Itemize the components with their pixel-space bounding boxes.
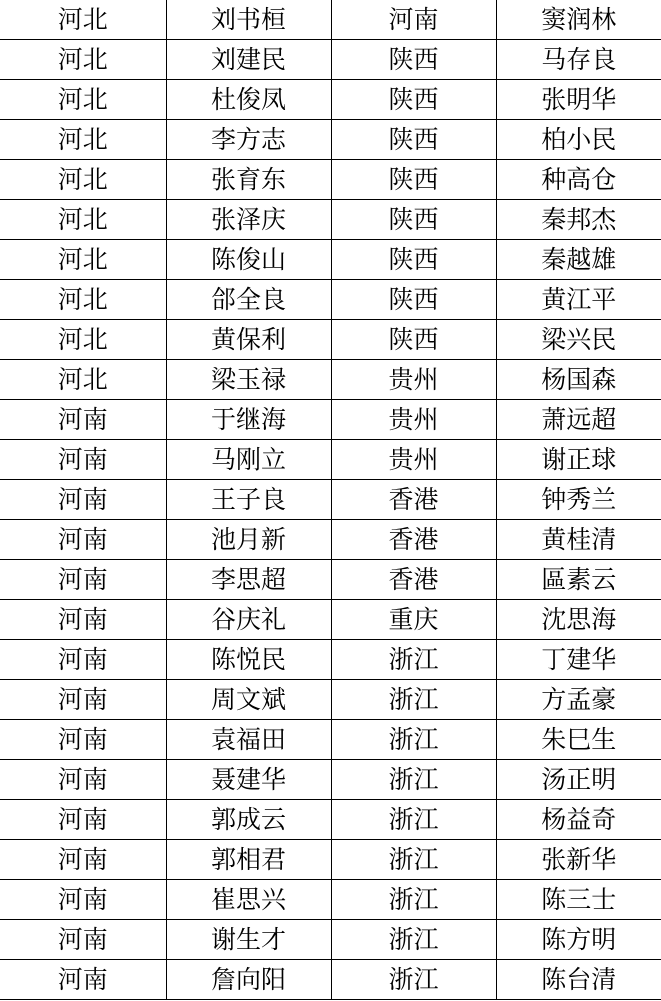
- region-right-cell: 陕西: [331, 40, 496, 80]
- region-left-cell: 河南: [0, 880, 166, 920]
- region-left-cell: 河南: [0, 840, 166, 880]
- region-left-cell: 河北: [0, 40, 166, 80]
- name-left-cell: 池月新: [166, 520, 331, 560]
- region-left-cell: 河南: [0, 680, 166, 720]
- region-right-cell: 香港: [331, 480, 496, 520]
- name-right-cell: 丁建华: [496, 640, 661, 680]
- name-left-cell: 张泽庆: [166, 200, 331, 240]
- region-right-cell: 陕西: [331, 160, 496, 200]
- name-right-cell: 陈三士: [496, 880, 661, 920]
- name-right-cell: 种高仓: [496, 160, 661, 200]
- table-row: [0, 160, 661, 200]
- name-right-cell: 杨益奇: [496, 800, 661, 840]
- region-left-cell: 河南: [0, 400, 166, 440]
- table-row: [0, 880, 661, 920]
- name-left-cell: 刘书桓: [166, 0, 331, 40]
- name-left-cell: 李思超: [166, 560, 331, 600]
- region-left-cell: 河北: [0, 360, 166, 400]
- name-right-cell: 谢正球: [496, 440, 661, 480]
- name-left-cell: 于继海: [166, 400, 331, 440]
- name-left-cell: 李方志: [166, 120, 331, 160]
- table-row: [0, 320, 661, 360]
- table-row: [0, 960, 661, 1000]
- region-right-cell: 贵州: [331, 440, 496, 480]
- table-row: [0, 120, 661, 160]
- name-left-cell: 崔思兴: [166, 880, 331, 920]
- region-left-cell: 河北: [0, 80, 166, 120]
- region-left-cell: 河北: [0, 120, 166, 160]
- table-row: [0, 440, 661, 480]
- name-left-cell: 袁福田: [166, 720, 331, 760]
- name-right-cell: 黄江平: [496, 280, 661, 320]
- name-left-cell: 詹向阳: [166, 960, 331, 1000]
- region-left-cell: 河南: [0, 960, 166, 1000]
- name-right-cell: 秦邦杰: [496, 200, 661, 240]
- table-row: [0, 640, 661, 680]
- name-left-cell: 马刚立: [166, 440, 331, 480]
- region-right-cell: 陕西: [331, 320, 496, 360]
- table-row: [0, 920, 661, 960]
- name-right-cell: 梁兴民: [496, 320, 661, 360]
- region-right-cell: 陕西: [331, 80, 496, 120]
- name-left-cell: 梁玉禄: [166, 360, 331, 400]
- name-right-cell: 窦润林: [496, 0, 661, 40]
- name-left-cell: 刘建民: [166, 40, 331, 80]
- region-right-cell: 浙江: [331, 760, 496, 800]
- region-right-cell: 浙江: [331, 920, 496, 960]
- name-left-cell: 黄保利: [166, 320, 331, 360]
- name-right-cell: 柏小民: [496, 120, 661, 160]
- name-left-cell: 陈悦民: [166, 640, 331, 680]
- table-row: [0, 360, 661, 400]
- table-row: [0, 400, 661, 440]
- region-left-cell: 河北: [0, 280, 166, 320]
- table-row: [0, 560, 661, 600]
- name-right-cell: 张新华: [496, 840, 661, 880]
- name-right-cell: 方孟豪: [496, 680, 661, 720]
- region-left-cell: 河北: [0, 200, 166, 240]
- region-left-cell: 河南: [0, 720, 166, 760]
- name-left-cell: 郭相君: [166, 840, 331, 880]
- table-row: [0, 280, 661, 320]
- table-row: [0, 720, 661, 760]
- region-left-cell: 河南: [0, 600, 166, 640]
- region-right-cell: 浙江: [331, 800, 496, 840]
- region-left-cell: 河南: [0, 560, 166, 600]
- region-left-cell: 河北: [0, 240, 166, 280]
- name-right-cell: 萧远超: [496, 400, 661, 440]
- name-right-cell: 马存良: [496, 40, 661, 80]
- region-left-cell: 河南: [0, 920, 166, 960]
- region-right-cell: 重庆: [331, 600, 496, 640]
- table-row: [0, 40, 661, 80]
- region-left-cell: 河南: [0, 480, 166, 520]
- name-left-cell: 张育东: [166, 160, 331, 200]
- table-row: [0, 840, 661, 880]
- name-left-cell: 陈俊山: [166, 240, 331, 280]
- table-row: [0, 480, 661, 520]
- region-right-cell: 浙江: [331, 640, 496, 680]
- region-right-cell: 浙江: [331, 720, 496, 760]
- name-right-cell: 张明华: [496, 80, 661, 120]
- name-left-cell: 郃全良: [166, 280, 331, 320]
- region-right-cell: 浙江: [331, 880, 496, 920]
- name-left-cell: 周文斌: [166, 680, 331, 720]
- name-left-cell: 谷庆礼: [166, 600, 331, 640]
- region-right-cell: 河南: [331, 0, 496, 40]
- table-row: [0, 200, 661, 240]
- region-right-cell: 浙江: [331, 960, 496, 1000]
- table-row: [0, 520, 661, 560]
- name-right-cell: 黄桂清: [496, 520, 661, 560]
- region-right-cell: 贵州: [331, 400, 496, 440]
- region-left-cell: 河北: [0, 160, 166, 200]
- region-left-cell: 河北: [0, 320, 166, 360]
- table-row: [0, 80, 661, 120]
- name-right-cell: 陈台清: [496, 960, 661, 1000]
- table-row: [0, 240, 661, 280]
- region-right-cell: 贵州: [331, 360, 496, 400]
- region-left-cell: 河南: [0, 440, 166, 480]
- name-left-cell: 杜俊凤: [166, 80, 331, 120]
- table-row: [0, 680, 661, 720]
- region-right-cell: 陕西: [331, 240, 496, 280]
- name-right-cell: 汤正明: [496, 760, 661, 800]
- name-right-cell: 區素云: [496, 560, 661, 600]
- name-left-cell: 聂建华: [166, 760, 331, 800]
- name-left-cell: 谢生才: [166, 920, 331, 960]
- region-right-cell: 陕西: [331, 280, 496, 320]
- table-row: [0, 800, 661, 840]
- name-right-cell: 陈方明: [496, 920, 661, 960]
- name-right-cell: 秦越雄: [496, 240, 661, 280]
- name-right-cell: 钟秀兰: [496, 480, 661, 520]
- region-right-cell: 浙江: [331, 680, 496, 720]
- name-left-cell: 王子良: [166, 480, 331, 520]
- name-right-cell: 沈思海: [496, 600, 661, 640]
- region-left-cell: 河南: [0, 800, 166, 840]
- region-left-cell: 河南: [0, 760, 166, 800]
- region-right-cell: 陕西: [331, 120, 496, 160]
- region-right-cell: 香港: [331, 520, 496, 560]
- table-row: [0, 760, 661, 800]
- region-right-cell: 陕西: [331, 200, 496, 240]
- name-left-cell: 郭成云: [166, 800, 331, 840]
- name-right-cell: 杨国森: [496, 360, 661, 400]
- name-right-cell: 朱巳生: [496, 720, 661, 760]
- region-right-cell: 香港: [331, 560, 496, 600]
- region-left-cell: 河北: [0, 0, 166, 40]
- region-left-cell: 河南: [0, 640, 166, 680]
- table-row: [0, 600, 661, 640]
- table-row: [0, 0, 661, 40]
- region-right-cell: 浙江: [331, 840, 496, 880]
- region-left-cell: 河南: [0, 520, 166, 560]
